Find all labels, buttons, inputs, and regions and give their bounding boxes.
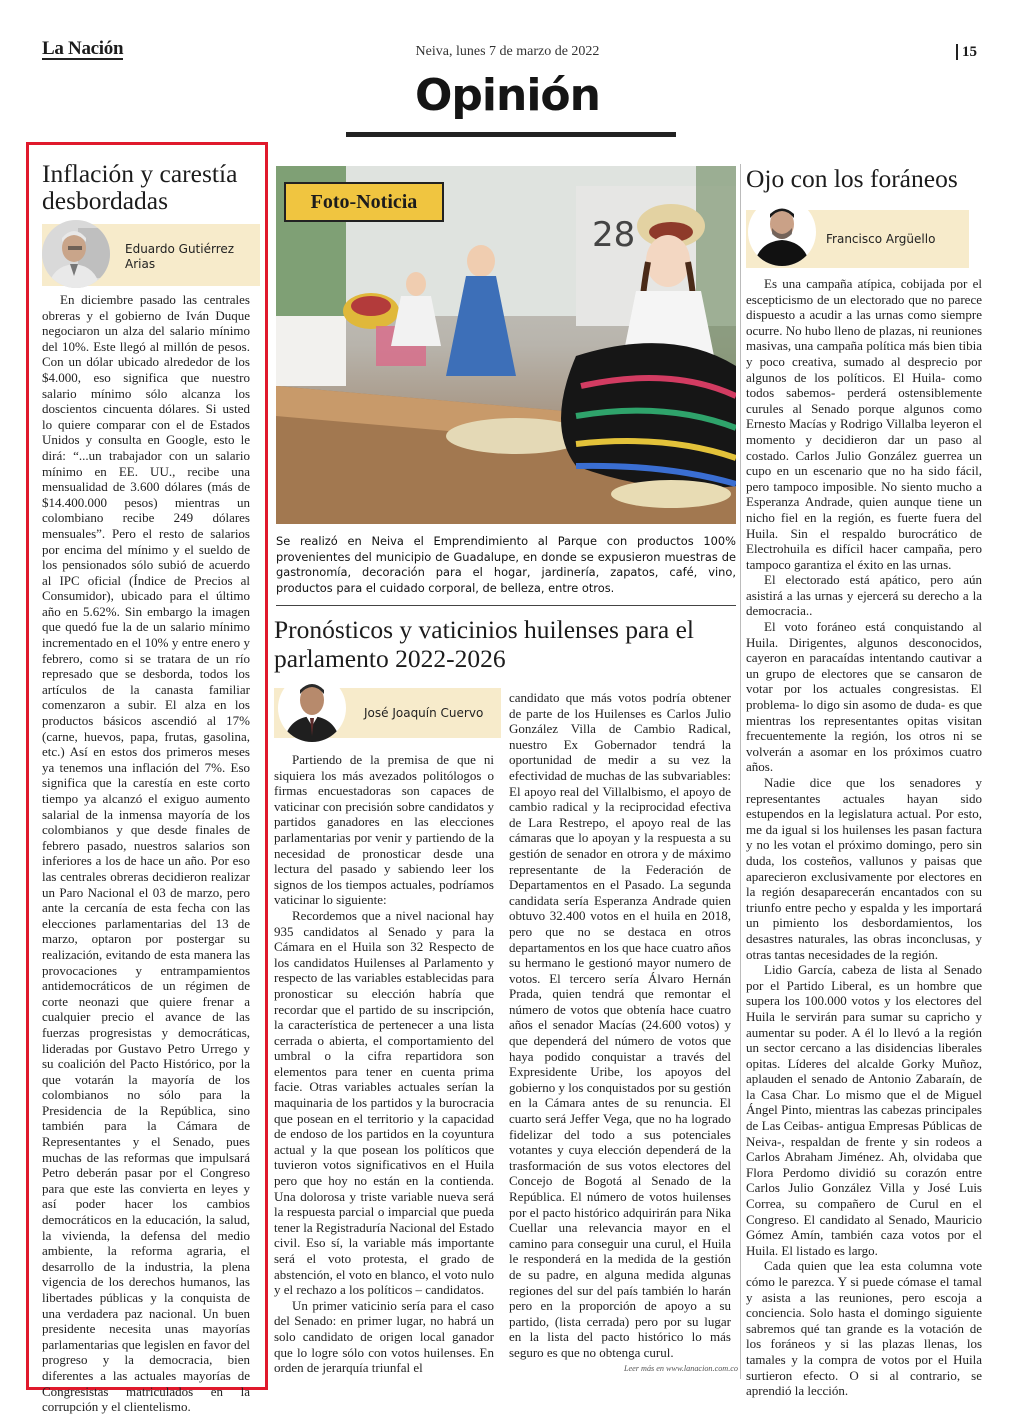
article1-paragraph: En diciembre pasado las centrales obreras y el gobierno de Iván Duque negociaron un alza del salario mínimo del 10%. Este llegó al millón de pesos. Con un dólar ubicado alrededor de los $4.000, eso significa que nuestro salario mínimo sólo alcanza los doscientos cincuenta dólares. Si usted lo quiere comparar con el de Estados Unidos y consulta en Google, esto le dirá: “...un trabajador con un salario mínimo en EE. UU., recibe una mensualidad de 3.600 dólares (más de $14.400.000 pesos) mientras un colombiano recibe 249 dólares mensuales”. Pero el resto de salarios por encima del mínimo y el sueldo de los pensionados sólo subió de acuerdo al IPC oficial (Índice de Precios al Consumidor), ubicado para el último año en 5.62%. Sin embargo la imagen que quedó fue la de un salario mínimo incrementado en el 10% y entre enero y febrero, como si se tratara de un río represado que se desborda, todos los artículos de la canasta familiar comenzaron a subir. El alza en los productos básicos ascendió al 17% (carne, huevos, papa, frutas, gasolina, etc.) Así en estos dos primeros meses ya tenemos una inflación del 7%. Eso significa que la carestía en este corto tiempo ya alcanzó el exiguo aumento salarial de la inmensa mayoría de los colombianos y que desde finales de febrero pasado, nuestros salarios son inferiores a los de hace un año. Por eso las centrales obreras decidieron realizar un Paro Nacional el 03 de marzo, pero ante la cercanía de esta fecha con las elecciones parlamentarias del 13 de marzo, optaron por postergar su realización, evitando de esta manera las provocaciones y entrampamientos antidemocráticos de un régimen de corte neonazi que quiere frenar a cualquier precio el avance de las fuerzas progresistas y democráticas, lideradas por Gustavo Petro Urrego y su coalición del Pacto Histórico, por la que votarán la mayoría de los colombianos no sólo para la Presidencia de la República, sino también para la Cámara de Representantes y el Senado, pues muchas de las reformas que impulsará Petro deberán pasar por el Congreso para que este las convierta en leyes y así poder hacer los cambios democráticos en la educación, la salud, la vivienda, la defensa del medio ambiente, la reforma agraria, el desarrollo de la industria, la plena vigencia de los derechos humanos, las libertades públicas y la conquista de una verdadera paz nacional. Un buen presidente necesita unas mayorías parlamentarias que legislen en favor del progreso y la democracia, bien diferentes a las actuales mayorías de Congresistas matriculados en la corrupción y el clientelismo. [42,292,250,1415]
read-more-link[interactable]: Leer más en www.lanacion.com.co [623,1364,738,1373]
article2-byline [274,688,501,738]
author-portrait-icon [42,220,110,288]
dateline: Neiva, lunes 7 de marzo de 2022 [415,44,600,59]
article3-paragraph: El voto foráneo está conquistando al Huila. Dirigentes, algunos desconocidos, cayeron en paracaídas intentando cautivar a un grupo de electores que se cansaron de votar por los actuales congresistas. El problema- lo digo sin asomo de duda- es que mientras los representantes opitas visitan frecuentemente la región, los otros ni se volverán a asomar en los próximos cuatro años. [746,619,982,775]
article1-author: Eduardo Gutiérrez Arias [125,242,235,271]
article3-byline [746,210,969,268]
foto-noticia-caption: Se realizó en Neiva el Emprendimiento al Parque con productos 100% provenientes del municipio de Guadalupe, en donde se expusieron muestras de gastronomía, decoración para el hogar, jardinería, zapatos, café, vino, productos para el cuidado corporal, de belleza, entre otros. [276,534,736,595]
article3-paragraph: Nadie dice que los senadores y representantes actuales hayan sido estupendos en la legislatura actual. Por esto, me da igual si los huilenses les pasan factura y no les votan el próximo domingo, pero sin duda, los costeños, vallunos y paisas que aparecieron exclusivamente por electores en la región desaparecerán encantados con su triunfo entre pecho y espalda y les importará un pimiento los desbordamientos, los desastres naturales, las obras inconclusas, y otras tantas necesidades de la región. [746,775,982,962]
article3-paragraph: Lidio García, cabeza de lista al Senado por el Partido Liberal, es un hombre que supera los 100.000 votos y los electores del Huila le servirán para sumar su capricho y aumentar su poder. A él lo llevó a la región un sector cercano a las disidencias liberales opitas. Líderes del alcalde Gorky Muñoz, aplauden el senado de Antonio Zabaraín, de la Casa Char. Lo mismo que el de Miguel Ángel Pinto, mientras las cabezas principales de Las Ceibas- antigua Empresas Públicas de Neiva-, respaldan de frente y sin rodeos a Carlos Abraham Jiménez. Ah, olvidaba que Flora Perdomo dividió su corazón entre Carlos Julio González Villa y José Luis Correa, su compañero de Curul en el Congreso. El candidato al Senado, Mauricio Gómez Amín, también caza votos por el Huila. El listado es largo. [746,962,982,1258]
article2-author: José Joaquín Cuervo [364,706,484,720]
article3-author: Francisco Argüello [826,232,936,246]
section-underline [346,132,676,137]
article2-paragraph: Un primer vaticinio sería para el caso del Senado: en primer lugar, no habrá un solo candidato de origen local ganador que lo logre sólo con votos huilenses. En orden de jerarquía triunfal el [274,1297,494,1376]
article2-body-right [509,690,731,1361]
section-title: Opinión [415,70,600,121]
article3-paragraph: Es una campaña atípica, cobijada por el escepticismo de un electorado que no parece dispuesto a acudir a las urnas como siempre ocurre. No hubo lleno de plazas, ni reuniones masivas, una campaña política más bien tibia y poco creativa, sumado al desprecio por algunos de los políticos. El Huila- como todos sabemos- perderá ostensiblemente curules al Senado porque algunos como Ernesto Macías y Rodrigo Villalba leyeron el momento y decidieron dar un paso al costado. Carlos Julio González guerrea un cupo en un escenario que no ha sido fácil, pero tampoco imposible. No siento mucho a Esperanza Andrade, quien aunque tiene un nicho fiel en la región, es fuerte fuera del Huila. Sin el respaldo burocrático de Electrohuila es difícil hacer campaña, pero tampoco garantiza el éxito en las urnas. [746,276,982,572]
foto-noticia-tag: Foto-Noticia [284,182,444,222]
article1-byline [42,224,260,286]
article1-body [42,292,250,1415]
article3-body [746,276,982,1399]
column-divider [740,164,741,1379]
article3-paragraph: Cada quien que lea esta columna vote cómo le parezca. Y si puede cómase el tamal y asista a las reuniones, pero escoja a conciencia. Solo hasta el domingo siguiente sabremos qué tan grande es la votación de los foráneos y si las plazas llenas, los tamales y la compra de votos por el Huila surtieron efecto. O si al contrario, se aprendió la lección. [746,1258,982,1399]
article2-body-left [274,752,494,1376]
article2-title: Pronósticos y vaticinios huilenses para el parlamento 2022-2026 [274,615,694,673]
article1-title: Inflación y carestía desbordadas [42,159,238,215]
newspaper-logo: La Nación [42,38,124,59]
article3-paragraph: El electorado está apático, pero aún asistirá a las urnas y ejercerá su derecho a la democracia.. [746,572,982,619]
article2-paragraph: candidato que más votos podría obtener de parte de los Huilenses es Carlos Julio González Villa de Cambio Radical, nuestro Ex Gobernador tendrá la oportunidad de medir a su vez la efectividad de muchas de las subvariables: El apoyo real del Villalbismo, el apoyo de cambio radical y la reciprocidad efectiva de Lara Restrepo, el apoyo real de las cámaras que lo apoyan y la respuesta a su gestión de senador en otrora y de máximo representante de la Federación de Departamentos en el Pasado. La segunda candidata sería Esperanza Andrade quien obtuvo 32.400 votos en el huila en 2018, pero que no se destaca en otros departamentos en los que hace cuatro años su hermano le gestionó mayor numero de votos. El tercero sería Álvaro Hernán Prada, quien tendrá que remontar el número de votos que obtenía hace cuatro años el senador Macías (24.600 votos) y que dependerá del número de votos que haya podido conquistar a través del Expresidente Uribe, los apoyos del gobierno y los conquistados por su gestión en la Cámara antes de su renuncia. El cuarto será Jeffer Vega, que no ha logrado fidelizar del todo a sus potenciales votantes y cuya elección dependerá de la trasformación de sus votos electores del Concejo de Bogotá al Senado de la República. El número de votos huilenses por el pacto histórico adquirirán para Nika Cuellar una relevancia mayor en el camino para conseguir una curul, el Huila le responderá en la medida de la gestión de su padre, en alguna medida algunas regiones del sur del país también lo harán pero en la proporción de apoyo a su partido, (lista cerrada) pero por su lugar en la lista del pacto histórico lo más seguro es que no obtenga curul. [509,690,731,1360]
page-number: 15 [956,44,977,60]
author-portrait-icon [748,198,816,266]
caption-divider [276,605,736,606]
author-portrait-icon [278,674,346,742]
article2-paragraph: Recordemos que a nivel nacional hay 935 candidatos al Senado y para la Cámara en el Huila son 32 Respecto de los candidatos Huilenses al Parlamento y respecto de las variables establecidas para pronosticar su elección habría que recordar que el partido de su inscripción, la característica de pertenecer a una lista cerrada o abierta, el comportamiento del umbral o la cifra repartidora son elementos para tener en cuenta prima facie. Otras variables actuales serían la maquinaria de los partidos y la burocracia que posean en el territorio y la capacidad de endoso de los partidos en la coyuntura actual y la que posean los políticos que tuvieron votos significativos en el Huila pero que hoy no están en la contienda. Una dolorosa y triste variable nueva será la respuesta parcial o imparcial que pueda tener la Registraduría Nacional del Estado civil. Eso sí, la variable más importante será el voto protesta, el grado de abstención, el voto en blanco, el voto nulo y el rechazo a los políticos – candidatos. [274,907,494,1298]
article2-paragraph: Partiendo de la premisa de que ni siquiera los más avezados politólogos o firmas encuestadoras son capaces de vaticinar con precisión sobre candidatos y partidos ganadores en las elecciones parlamentarias por venir y partiendo de la necesidad de pronosticar desde una lectura del pasado y sabiendo leer los signos de los tiempos actuales, podríamos vaticinar lo siguiente: [274,752,494,908]
svg-text:28: 28 [592,215,636,255]
article3-title: Ojo con los foráneos [746,164,958,193]
